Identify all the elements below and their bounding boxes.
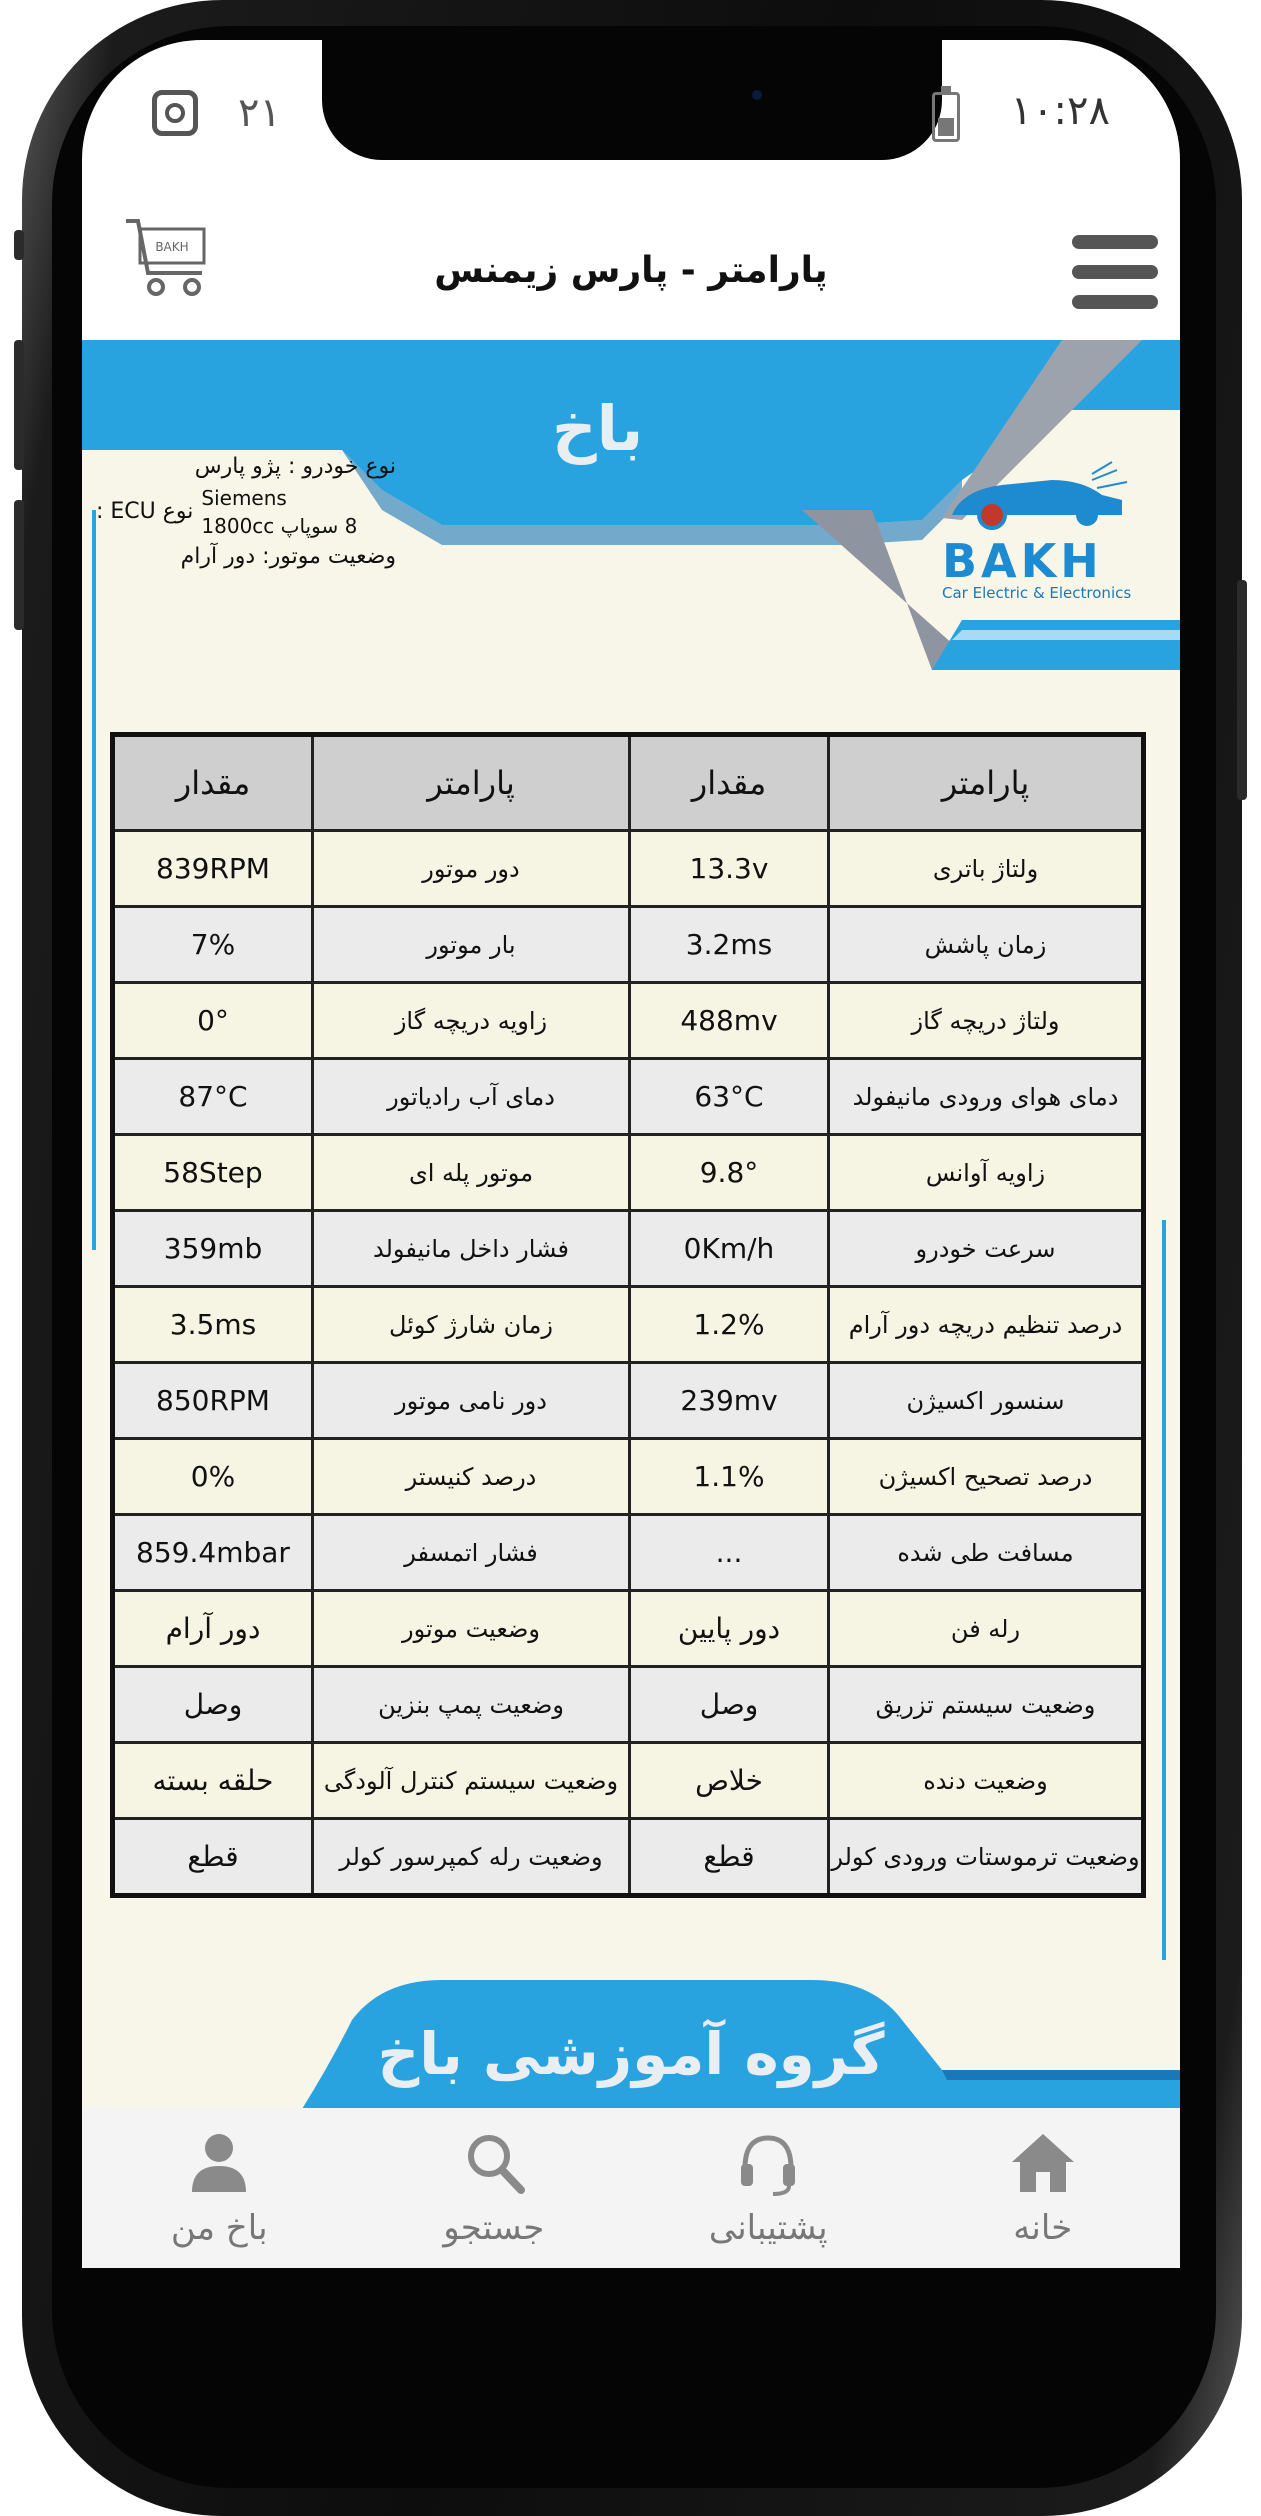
table-cell-parameter: وضعیت پمپ بنزین: [313, 1667, 630, 1743]
tab-search[interactable]: [394, 2128, 594, 2248]
decor-line-left: [92, 510, 96, 1250]
parameters-table: [110, 732, 1146, 1898]
phone-side-button: [14, 500, 24, 630]
tab-label: پشتیبانی: [708, 2208, 828, 2248]
table-row: [113, 907, 1144, 983]
table-cell-parameter: وضعیت دنده: [829, 1743, 1144, 1819]
notch: [322, 40, 942, 160]
ecu-details: [201, 484, 357, 540]
content-area: [82, 340, 1180, 2108]
logo-word: باخ: [552, 392, 644, 465]
table-cell-value: 58Step: [113, 1135, 313, 1211]
table-cell-value: 0°: [113, 983, 313, 1059]
table-row: [113, 1515, 1144, 1591]
table-cell-parameter: درصد کنیستر: [313, 1439, 630, 1515]
table-cell-parameter: ولتاژ دریچه گاز: [829, 983, 1144, 1059]
home-icon: [1008, 2128, 1078, 2198]
table-cell-parameter: فشار اتمسفر: [313, 1515, 630, 1591]
status-bar-left: [152, 90, 281, 136]
footer-banner-text: گروه آموزشی باخ: [377, 2020, 885, 2088]
table-cell-value: 0Km/h: [630, 1211, 829, 1287]
engine-state: وضعیت موتور: دور آرام: [180, 544, 396, 569]
table-cell-parameter: درصد تصحیح اکسیژن: [829, 1439, 1144, 1515]
table-cell-value: 87°C: [113, 1059, 313, 1135]
table-row: [113, 831, 1144, 907]
tab-support[interactable]: [668, 2128, 868, 2248]
table-cell-parameter: زمان پاشش: [829, 907, 1144, 983]
table-row: [113, 1363, 1144, 1439]
table-cell-value: دور پایین: [630, 1591, 829, 1667]
table-cell-value: 0%: [113, 1439, 313, 1515]
table-cell-value: 1.2%: [630, 1287, 829, 1363]
brand-name: BAKH: [942, 534, 1103, 588]
bottom-tab-bar: [82, 2108, 1180, 2268]
table-row: [113, 1743, 1144, 1819]
table-cell-parameter: زاویه دریچه گاز: [313, 983, 630, 1059]
table-cell-value: 488mv: [630, 983, 829, 1059]
table-cell-value: وصل: [113, 1667, 313, 1743]
table-cell-parameter: مسافت طی شده: [829, 1515, 1144, 1591]
table-cell-value: حلقه بسته: [113, 1743, 313, 1819]
table-cell-parameter: سرعت خودرو: [829, 1211, 1144, 1287]
table-cell-value: 13.3v: [630, 831, 829, 907]
table-cell-parameter: وضعیت رله کمپرسور کولر: [313, 1819, 630, 1896]
table-cell-value: 3.5ms: [113, 1287, 313, 1363]
table-cell-value: 7%: [113, 907, 313, 983]
table-cell-value: قطع: [630, 1819, 829, 1896]
table-cell-parameter: دور نامی موتور: [313, 1363, 630, 1439]
instagram-icon: [152, 90, 198, 136]
table-row: [113, 1591, 1144, 1667]
decor-line-right: [1162, 1220, 1166, 1960]
phone-side-button: [1237, 580, 1247, 800]
brand-subtitle: Car Electric & Electronics: [942, 584, 1132, 602]
tab-home[interactable]: [943, 2128, 1143, 2248]
tab-label: باخ من: [170, 2208, 268, 2248]
ecu-row: [96, 484, 396, 540]
table-cell-value: خلاص: [630, 1743, 829, 1819]
table-cell-value: قطع: [113, 1819, 313, 1896]
headset-icon: [733, 2128, 803, 2198]
table-cell-parameter: وضعیت سیستم تزریق: [829, 1667, 1144, 1743]
table-cell-parameter: سنسور اکسیژن: [829, 1363, 1144, 1439]
column-header: پارامتر: [829, 735, 1144, 831]
table-cell-value: 839RPM: [113, 831, 313, 907]
table-cell-parameter: وضعیت ترموستات ورودی کولر: [829, 1819, 1144, 1896]
table-cell-parameter: دمای هوای ورودی مانیفولد: [829, 1059, 1144, 1135]
table-cell-parameter: وضعیت موتور: [313, 1591, 630, 1667]
table-row: [113, 1287, 1144, 1363]
table-cell-parameter: زمان شارژ کوئل: [313, 1287, 630, 1363]
table-cell-value: 1.1%: [630, 1439, 829, 1515]
table-header-row: [113, 735, 1144, 831]
ecu-brand: Siemens: [201, 486, 287, 510]
table-cell-parameter: دور موتور: [313, 831, 630, 907]
table-row: [113, 1211, 1144, 1287]
phone-side-button: [14, 340, 24, 470]
phone-side-button: [14, 230, 24, 260]
table-row: [113, 1135, 1144, 1211]
page-title: پارامتر - پارس زیمنس: [434, 250, 828, 291]
table-cell-value: وصل: [630, 1667, 829, 1743]
menu-line: [1072, 235, 1158, 249]
table-cell-parameter: ولتاژ باتری: [829, 831, 1144, 907]
table-cell-value: 850RPM: [113, 1363, 313, 1439]
ecu-label: نوع ECU :: [96, 499, 194, 524]
search-icon: [459, 2128, 529, 2198]
tab-profile[interactable]: [119, 2128, 319, 2248]
table-cell-value: 3.2ms: [630, 907, 829, 983]
table-row: [113, 983, 1144, 1059]
user-icon: [184, 2128, 254, 2198]
car-logo-icon: [942, 460, 1132, 530]
table-row: [113, 1819, 1144, 1896]
app-screen: [82, 40, 1180, 2268]
column-header: مقدار: [113, 735, 313, 831]
column-header: پارامتر: [313, 735, 630, 831]
table-cell-parameter: بار موتور: [313, 907, 630, 983]
table-cell-value: 859.4mbar: [113, 1515, 313, 1591]
column-header: مقدار: [630, 735, 829, 831]
menu-line: [1072, 265, 1158, 279]
tab-label: جستجو: [443, 2208, 545, 2248]
tab-label: خانه: [1013, 2208, 1073, 2248]
table-row: [113, 1059, 1144, 1135]
table-row: [113, 1439, 1144, 1515]
menu-button[interactable]: [1072, 235, 1158, 309]
car-type: نوع خودرو : پژو پارس: [194, 454, 396, 479]
table-cell-parameter: موتور پله ای: [313, 1135, 630, 1211]
table-cell-parameter: دمای آب رادیاتور: [313, 1059, 630, 1135]
table-cell-value: 239mv: [630, 1363, 829, 1439]
table-row: [113, 1667, 1144, 1743]
camera-icon: [752, 90, 762, 100]
table-cell-parameter: فشار داخل مانیفولد: [313, 1211, 630, 1287]
table-cell-parameter: وضعیت سیستم کنترل آلودگی: [313, 1743, 630, 1819]
table-cell-value: دور آرام: [113, 1591, 313, 1667]
table-cell-value: 63°C: [630, 1059, 829, 1135]
battery-icon: [932, 92, 960, 142]
notification-count: ۲۱: [238, 90, 281, 136]
menu-line: [1072, 295, 1158, 309]
car-info: [96, 450, 396, 574]
table-cell-parameter: درصد تنظیم دریچه دور آرام: [829, 1287, 1144, 1363]
svg-text:BAKH: BAKH: [155, 240, 189, 254]
bakh-logo: [942, 460, 1162, 602]
ecu-model: 8 سوپاپ 1800cc: [201, 514, 358, 538]
table-cell-value: 9.8°: [630, 1135, 829, 1211]
table-cell-parameter: زاویه آوانس: [829, 1135, 1144, 1211]
table-cell-parameter: رله فن: [829, 1591, 1144, 1667]
table-cell-value: 359mb: [113, 1211, 313, 1287]
table-cell-value: ...: [630, 1515, 829, 1591]
status-time: ۱۰:۲۸: [1010, 88, 1110, 134]
